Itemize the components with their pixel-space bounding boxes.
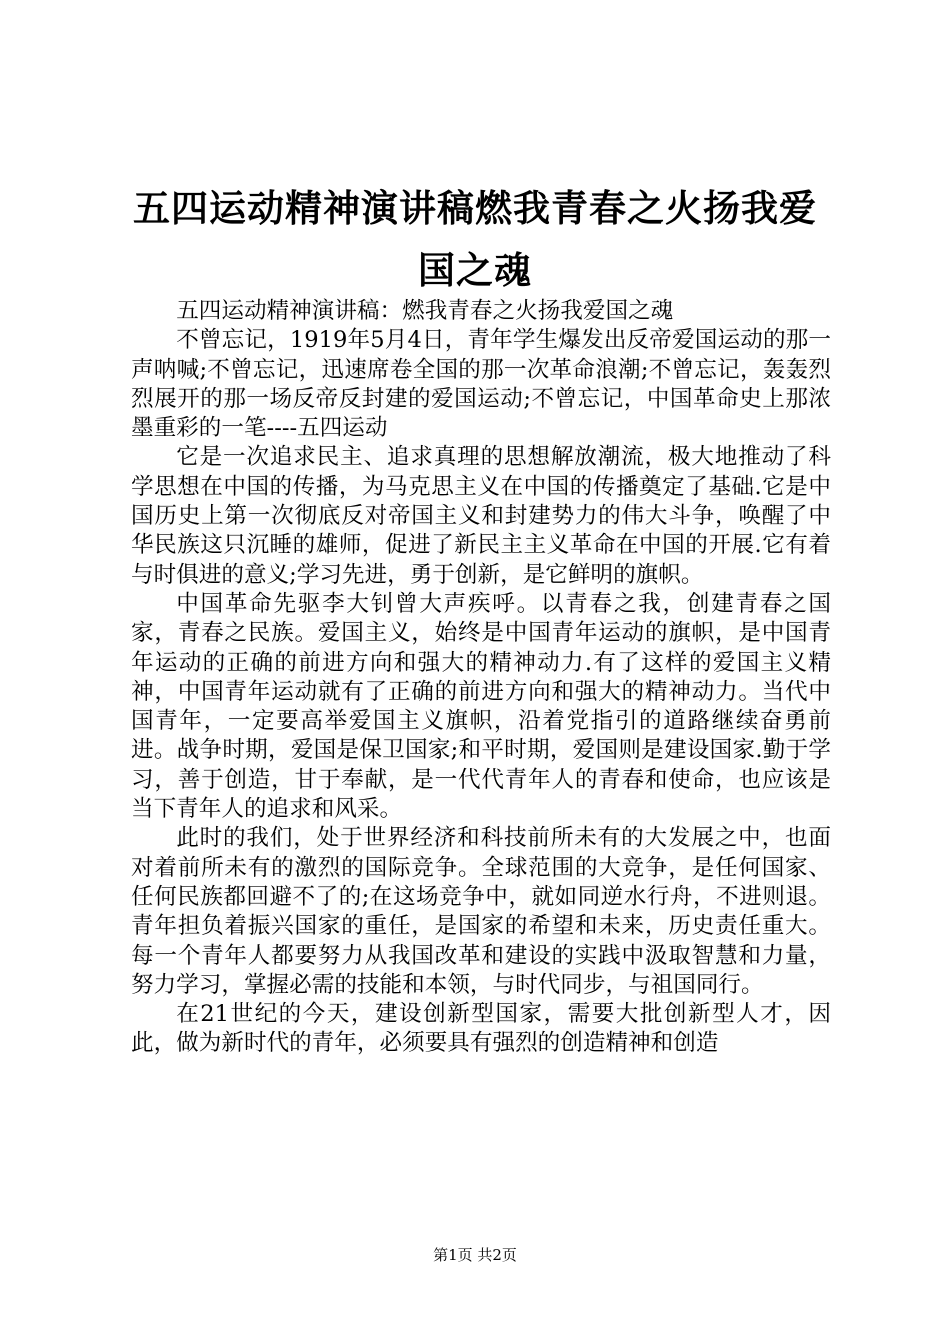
paragraph: 它是一次追求民主、追求真理的思想解放潮流，极大地推动了科学思想在中国的传播，为马克思主义在中国的传播奠定了基础.它是中国历史上第一次彻底反对帝国主义和封建势力的伟大斗争，唤醒了中华民族这只沉睡的雄师，促进了新民主主义革命在中国的开展.它有着与时俱进的意义;学习先进，勇于创新，是它鲜明的旗帜。	[131, 444, 831, 588]
document-title: 五四运动精神演讲稿燃我青春之火扬我爱国之魂	[133, 187, 817, 292]
paragraph: 在21世纪的今天，建设创新型国家，需要大批创新型人才，因此，做为新时代的青年，必须要具有强烈的创造精神和创造	[131, 1001, 831, 1057]
document-body	[131, 297, 831, 1059]
page-number-footer: 第1页 共2页	[433, 1246, 517, 1264]
paragraph: 此时的我们，处于世界经济和科技前所未有的大发展之中，也面对着前所未有的激烈的国际竞争。全球范围的大竞争，是任何国家、任何民族都回避不了的;在这场竞争中，就如同逆水行舟，不进则退。青年担负着振兴国家的重任，是国家的希望和未来，历史责任重大。每一个青年人都要努力从我国改革和建设的实践中汲取智慧和力量，努力学习，掌握必需的技能和本领，与时代同步，与祖国同行。	[131, 825, 831, 998]
paragraph: 中国革命先驱李大钊曾大声疾呼。以青春之我，创建青春之国家，青春之民族。爱国主义，始终是中国青年运动的旗帜，是中国青年运动的正确的前进方向和强大的精神动力.有了这样的爱国主义精神，中国青年运动就有了正确的前进方向和强大的精神动力。当代中国青年，一定要高举爱国主义旗帜，沿着党指引的道路继续奋勇前进。战争时期，爱国是保卫国家;和平时期，爱国则是建设国家.勤于学习，善于创造，甘于奉献，是一代代青年人的青春和使命，也应该是当下青年人的追求和风采。	[131, 590, 831, 823]
paragraph: 不曾忘记，1919年5月4日，青年学生爆发出反帝爱国运动的那一声呐喊;不曾忘记，迅速席卷全国的那一次革命浪潮;不曾忘记，轰轰烈烈展开的那一场反帝反封建的爱国运动;不曾忘记，中国革命史上那浓墨重彩的一笔----五四运动	[131, 327, 831, 442]
paragraph: 五四运动精神演讲稿：燃我青春之火扬我爱国之魂	[176, 298, 674, 324]
